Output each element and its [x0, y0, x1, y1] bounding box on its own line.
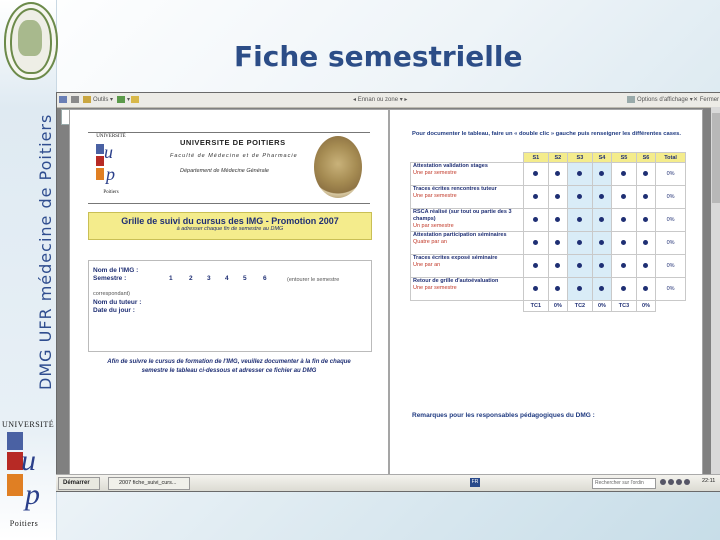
document-page-2	[389, 109, 703, 477]
radio-dot-icon	[643, 171, 648, 176]
semester-checkbox-cell[interactable]	[592, 278, 611, 301]
semester-checkbox-cell[interactable]	[548, 278, 567, 301]
radio-dot-icon	[599, 240, 604, 245]
radio-dot-icon	[599, 171, 604, 176]
tools-icon	[83, 96, 91, 103]
semester-instruction: (entourer le semestre	[287, 277, 340, 283]
tray-icon[interactable]	[684, 479, 690, 485]
row-label: Attestation validation stages	[413, 163, 488, 169]
date-field[interactable]: Date du jour :	[93, 307, 135, 314]
radio-dot-icon	[643, 263, 648, 268]
radio-dot-icon	[555, 240, 560, 245]
logo-u-letter: u	[21, 444, 36, 477]
table-header-row	[411, 153, 686, 163]
row-frequency: Quatre par an	[413, 239, 447, 245]
semester-checkbox-cell[interactable]	[524, 186, 549, 209]
radio-dot-icon	[533, 286, 538, 291]
row-frequency: Un par semestre	[413, 223, 454, 229]
radio-dot-icon	[533, 171, 538, 176]
vertical-scrollbar[interactable]	[711, 107, 720, 477]
table-row	[411, 278, 686, 301]
radio-dot-icon	[533, 240, 538, 245]
row-label: Retour de grille d'autoévaluation	[413, 278, 499, 284]
semester-option[interactable]: 4	[225, 275, 229, 282]
semester-checkbox-cell[interactable]	[548, 232, 567, 255]
semester-checkbox-cell[interactable]	[592, 232, 611, 255]
semester-checkbox-cell[interactable]	[568, 278, 593, 301]
row-total: 0%	[656, 163, 686, 186]
close-label: Fermer	[699, 97, 720, 103]
display-options-label: Options d'affichage	[637, 97, 689, 104]
remarks-label: Remarques pour les responsables pédagogiques du DMG :	[412, 412, 595, 419]
header-logo-blue-block	[96, 144, 104, 154]
header-logo-u-letter: u	[104, 142, 113, 162]
radio-dot-icon	[533, 263, 538, 268]
semester-option[interactable]: 2	[189, 275, 193, 282]
radio-dot-icon	[555, 194, 560, 199]
faculty-seal-icon	[314, 136, 362, 198]
semester-option[interactable]: 1	[169, 275, 173, 282]
form-title-banner	[88, 212, 372, 240]
logo-university-text: UNIVERSITÉ	[2, 420, 55, 429]
blank-header	[411, 153, 524, 163]
zoom-dropdown[interactable]: ◂ Ennan ou zone ▾ ▸	[353, 97, 408, 103]
table-row	[411, 163, 686, 186]
semester-option[interactable]: 3	[207, 275, 211, 282]
logo-blocks	[7, 432, 41, 516]
semester-checkbox-cell[interactable]	[612, 232, 637, 255]
radio-dot-icon	[577, 240, 582, 245]
save-button[interactable]	[59, 96, 69, 103]
semester-checkbox-cell[interactable]	[568, 186, 593, 209]
table-row	[411, 209, 686, 232]
radio-dot-icon	[621, 194, 626, 199]
row-label-cell	[411, 232, 524, 255]
logo-p-letter: p	[25, 478, 40, 511]
radio-dot-icon	[643, 217, 648, 222]
total-cell: 0%	[636, 301, 655, 312]
row-total: 0%	[656, 209, 686, 232]
totals-blank	[411, 301, 524, 312]
form-title: Grille de suivi du cursus des IMG - Promotion 2007	[121, 216, 339, 226]
column-header: S6	[636, 153, 655, 163]
department-name: Département de Médecine Générale	[180, 168, 269, 174]
semester-checkbox-cell[interactable]	[548, 209, 567, 232]
header-logo-red-block	[96, 156, 104, 166]
semester-checkbox-cell[interactable]	[524, 209, 549, 232]
save-icon	[59, 96, 67, 103]
clock: 22:11	[702, 478, 716, 484]
radio-dot-icon	[555, 263, 560, 268]
header-logo-university-text: UNIVERSITÉ	[96, 134, 126, 139]
sidebar	[0, 0, 57, 540]
identification-box	[88, 260, 372, 352]
radio-dot-icon	[599, 194, 604, 199]
column-header: S2	[548, 153, 567, 163]
row-total: 0%	[656, 186, 686, 209]
semester-checkbox-cell[interactable]	[612, 209, 637, 232]
semester-checkbox-cell[interactable]	[592, 255, 611, 278]
semester-checkbox-cell[interactable]	[592, 209, 611, 232]
semester-checkbox-cell[interactable]	[548, 163, 567, 186]
display-options-button[interactable]: Options d'affichage ▾	[627, 96, 693, 103]
document-page-1	[69, 109, 389, 477]
university-logo	[2, 420, 55, 538]
row-label-cell	[411, 186, 524, 209]
semester-checkbox-cell[interactable]	[592, 186, 611, 209]
print-button[interactable]	[71, 96, 81, 103]
radio-dot-icon	[621, 263, 626, 268]
semester-checkbox-cell[interactable]	[548, 255, 567, 278]
search-input[interactable]: Rechercher sur l'ordin	[592, 478, 656, 489]
radio-dot-icon	[599, 263, 604, 268]
radio-dot-icon	[643, 240, 648, 245]
row-label-cell	[411, 163, 524, 186]
semester-checkbox-cell[interactable]	[636, 278, 655, 301]
header-logo-city-text: Poitiers	[103, 190, 119, 195]
semester-checkbox-cell[interactable]	[612, 278, 637, 301]
row-frequency: Une par semestre	[413, 285, 457, 291]
semester-checkbox-cell[interactable]	[612, 186, 637, 209]
radio-dot-icon	[577, 217, 582, 222]
totals-blank-end	[656, 301, 686, 312]
form-subtitle: à adresser chaque fin de semestre au DMG	[176, 226, 284, 232]
column-header: S5	[612, 153, 637, 163]
semester-checkbox-cell[interactable]	[636, 163, 655, 186]
semester-checkbox-cell[interactable]	[612, 255, 637, 278]
vertical-title: DMG UFR médecine de Poitiers	[36, 113, 55, 390]
tray-icon[interactable]	[676, 479, 682, 485]
total-cell: TC1	[524, 301, 549, 312]
row-label-cell	[411, 278, 524, 301]
radio-dot-icon	[621, 171, 626, 176]
display-options-icon	[627, 96, 635, 103]
totals-row	[411, 301, 686, 312]
page-button[interactable]	[131, 96, 141, 103]
semester-checkbox-cell[interactable]	[568, 255, 593, 278]
table-row	[411, 232, 686, 255]
tray-icon[interactable]	[668, 479, 674, 485]
semester-checkbox-cell[interactable]	[568, 232, 593, 255]
radio-dot-icon	[533, 217, 538, 222]
radio-dot-icon	[555, 217, 560, 222]
semester-checkbox-cell[interactable]	[524, 278, 549, 301]
column-header: S3	[568, 153, 593, 163]
semester-option[interactable]: 6	[263, 275, 267, 282]
radio-dot-icon	[555, 286, 560, 291]
header-logo-p-letter: p	[106, 164, 115, 184]
row-label: RSCA réalisé (sur tout ou partie des 3 champs)	[413, 209, 512, 222]
total-cell: TC3	[612, 301, 637, 312]
semester-option[interactable]: 5	[243, 275, 247, 282]
total-cell: 0%	[592, 301, 611, 312]
slide-title: Fiche semestrielle	[234, 40, 523, 73]
radio-dot-icon	[577, 286, 582, 291]
table-instructions: Pour documenter le tableau, faire un « double clic » gauche puis renseigner les différentes cases.	[412, 131, 681, 137]
page-icon	[131, 96, 139, 103]
radio-dot-icon	[621, 286, 626, 291]
zoom-label: Ennan ou zone	[357, 97, 399, 103]
print-icon	[71, 96, 79, 103]
radio-dot-icon	[533, 194, 538, 199]
total-cell: 0%	[548, 301, 567, 312]
check-button[interactable]: ▾	[117, 96, 130, 103]
row-frequency: Une par an	[413, 262, 441, 268]
semester-checkbox-cell[interactable]	[636, 209, 655, 232]
semester-checkbox-cell[interactable]	[636, 255, 655, 278]
taskbar	[56, 474, 720, 491]
total-cell: TC2	[568, 301, 593, 312]
row-frequency: Une par semestre	[413, 193, 457, 199]
radio-dot-icon	[577, 263, 582, 268]
column-header: S1	[524, 153, 549, 163]
tools-label: Outils	[93, 97, 109, 104]
semester-checkbox-cell[interactable]	[592, 163, 611, 186]
instructions-text: Afin de suivre le cursus de formation de l'IMG, veuillez documenter à la fin de chaque semestre le tableau ci-dessous et adresser ce fichier au DMG	[107, 359, 351, 374]
header-logo-orange-block	[96, 168, 104, 180]
radio-dot-icon	[555, 171, 560, 176]
img-name-field[interactable]: Nom de l'IMG :	[93, 267, 139, 274]
row-frequency: Une par semestre	[413, 170, 457, 176]
radio-dot-icon	[599, 286, 604, 291]
semester-checkbox-cell[interactable]	[524, 232, 549, 255]
system-tray	[660, 479, 694, 487]
language-indicator[interactable]: FR	[471, 479, 479, 485]
semester-checkbox-cell[interactable]	[568, 163, 593, 186]
tools-menu[interactable]: Outils ▾	[83, 96, 113, 103]
row-total: 0%	[656, 232, 686, 255]
table-body	[411, 163, 686, 301]
semester-checkbox-cell[interactable]	[524, 163, 549, 186]
radio-dot-icon	[577, 194, 582, 199]
radio-dot-icon	[621, 217, 626, 222]
row-total: 0%	[656, 278, 686, 301]
column-header: Total	[656, 153, 686, 163]
tray-icon[interactable]	[660, 479, 666, 485]
university-name: UNIVERSITE DE POITIERS	[180, 138, 286, 147]
radio-dot-icon	[599, 217, 604, 222]
row-label-cell	[411, 209, 524, 232]
semester-checkbox-cell[interactable]	[636, 232, 655, 255]
radio-dot-icon	[621, 240, 626, 245]
semester-checkbox-cell[interactable]	[612, 163, 637, 186]
semester-checkbox-cell[interactable]	[568, 209, 593, 232]
radio-dot-icon	[643, 194, 648, 199]
radio-dot-icon	[577, 171, 582, 176]
semester-checkbox-cell[interactable]	[524, 255, 549, 278]
semester-instruction-cont: correspondant)	[93, 291, 130, 297]
row-label: Traces écrites rencontres tuteur	[413, 186, 497, 192]
row-total: 0%	[656, 255, 686, 278]
close-button[interactable]: ✕ Fermer	[693, 97, 720, 103]
taskbar-document-item[interactable]: 2007 fiche_suivi_curs...	[108, 477, 190, 490]
semester-label: Semestre :	[93, 275, 127, 282]
row-label-cell	[411, 255, 524, 278]
header-university-logo	[94, 134, 128, 200]
semester-checkbox-cell[interactable]	[636, 186, 655, 209]
start-button[interactable]: Démarrer	[58, 477, 100, 490]
tracking-table	[410, 152, 686, 312]
radio-dot-icon	[643, 286, 648, 291]
viewer-toolbar	[57, 93, 720, 108]
faculty-name: Faculté de Médecine et de Pharmacie	[170, 153, 298, 159]
semester-checkbox-cell[interactable]	[548, 186, 567, 209]
check-icon	[117, 96, 125, 103]
row-label: Traces écrites exposé séminaire	[413, 255, 498, 261]
table-row	[411, 186, 686, 209]
university-seal-icon	[4, 2, 58, 80]
logo-city-text: Poitiers	[9, 519, 39, 528]
column-header: S4	[592, 153, 611, 163]
tutor-name-field[interactable]: Nom du tuteur :	[93, 299, 142, 306]
row-label: Attestation participation séminaires	[413, 232, 507, 238]
table-row	[411, 255, 686, 278]
document-viewer-window	[56, 92, 720, 492]
